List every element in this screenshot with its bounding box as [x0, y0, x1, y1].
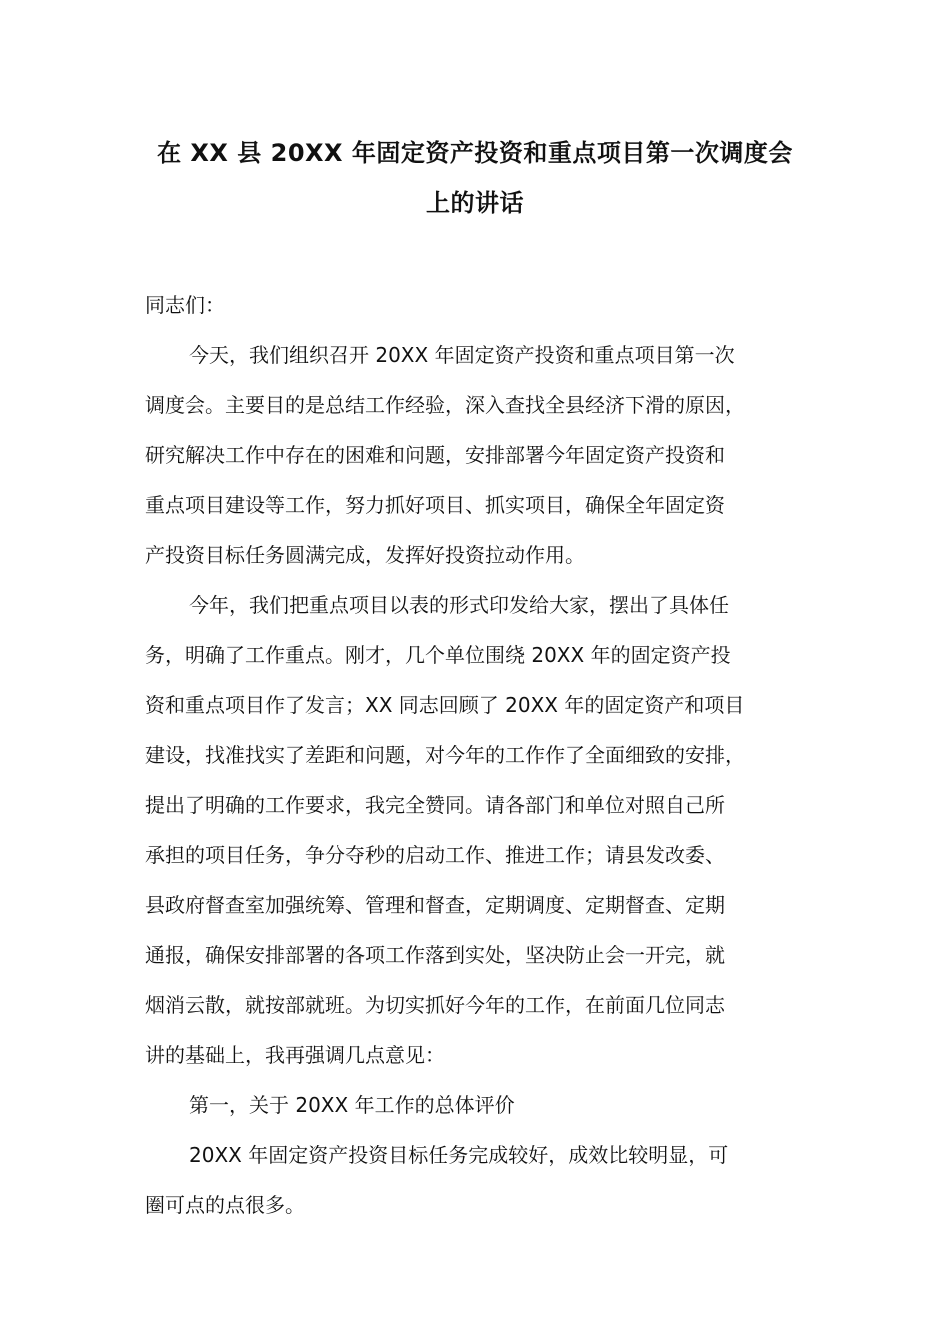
text-line: 第一，关于 20XX 年工作的总体评价: [189, 1093, 515, 1117]
text-line: 重点项目建设等工作，努力抓好项目、抓实项目，确保全年固定资: [145, 493, 725, 517]
text-line: 承担的项目任务，争分夺秒的启动工作、推进工作；请县发改委、: [145, 843, 725, 867]
text-line: 提出了明确的工作要求，我完全赞同。请各部门和单位对照自己所: [145, 793, 725, 817]
text-line: 烟消云散，就按部就班。为切实抓好今年的工作，在前面几位同志: [145, 993, 725, 1017]
text-line: 今年，我们把重点项目以表的形式印发给大家，摆出了具体任: [189, 593, 729, 617]
text-line: 务，明确了工作重点。刚才，几个单位围绕 20XX 年的固定资产投: [145, 643, 731, 667]
text-line: 20XX 年固定资产投资目标任务完成较好，成效比较明显，可: [189, 1143, 729, 1167]
text-line: 讲的基础上，我再强调几点意见：: [145, 1043, 445, 1067]
paragraph: [145, 1130, 835, 1230]
paragraph: [145, 330, 835, 580]
page-title: [120, 128, 830, 228]
text-line: 产投资目标任务圆满完成，发挥好投资拉动作用。: [145, 543, 585, 567]
text-line: 资和重点项目作了发言；XX 同志回顾了 20XX 年的固定资产和项目: [145, 693, 745, 717]
text-line: 调度会。主要目的是总结工作经验，深入查找全县经济下滑的原因，: [145, 393, 745, 417]
title-line: 在 XX 县 20XX 年固定资产投资和重点项目第一次调度会: [157, 139, 793, 167]
text-line: 圈可点的点很多。: [145, 1193, 305, 1217]
text-line: 通报，确保安排部署的各项工作落到实处，坚决防止会一开完，就: [145, 943, 725, 967]
salutation: [145, 280, 835, 330]
title-line: 上的讲话: [426, 189, 524, 217]
text-line: 建设，找准找实了差距和问题，对今年的工作作了全面细致的安排，: [145, 743, 745, 767]
text-line: 县政府督查室加强统筹、管理和督查，定期调度、定期督查、定期: [145, 893, 725, 917]
section-heading: [145, 1080, 835, 1130]
text-line: 今天，我们组织召开 20XX 年固定资产投资和重点项目第一次: [189, 343, 735, 367]
text-line: 同志们：: [145, 293, 225, 317]
speech-body: [145, 280, 835, 1230]
text-line: 研究解决工作中存在的困难和问题，安排部署今年固定资产投资和: [145, 443, 725, 467]
paragraph: [145, 580, 835, 1080]
